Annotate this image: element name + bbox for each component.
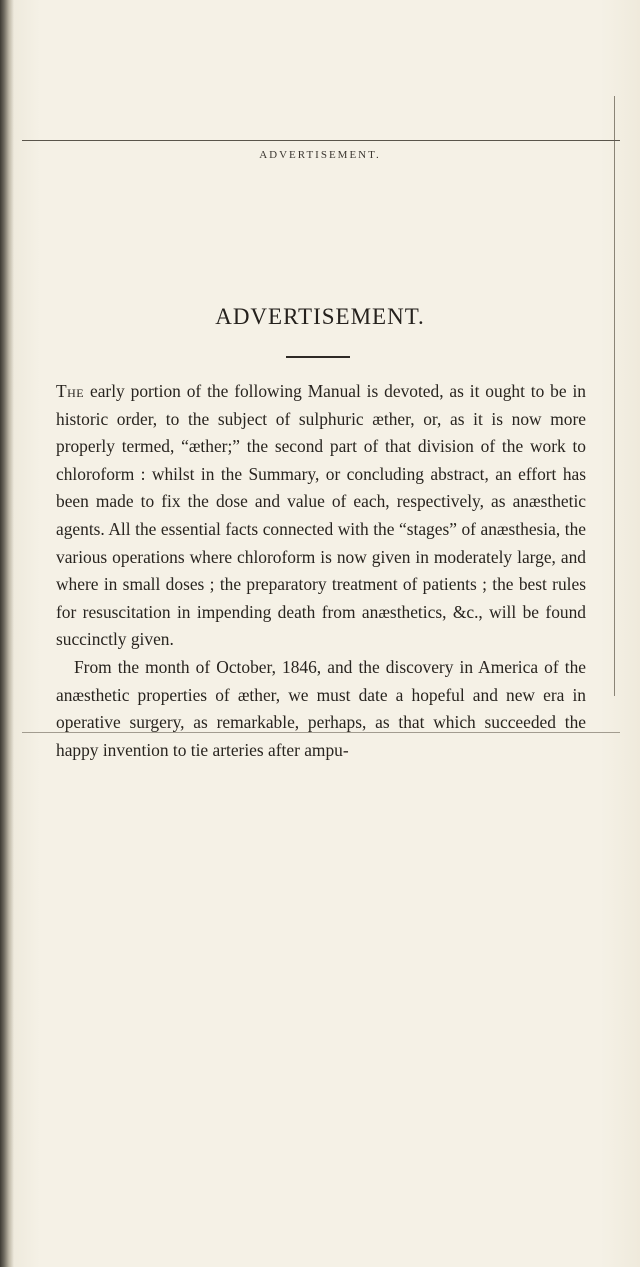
binding-edge [0, 0, 14, 1267]
paragraph-2: From the month of October, 1846, and the discovery in America of the anæsthetic properties of æther, we must date a hopeful and new era in operative surgery, as remarkable, perhaps, as that which succeeded the happy invention to tie arteries after ampu- [56, 656, 586, 760]
paragraph-1 [56, 378, 586, 654]
body-text [56, 378, 586, 764]
page-edge-line [614, 96, 615, 696]
lead-word: The [56, 381, 85, 401]
title-rule [286, 356, 350, 358]
page-title: ADVERTISEMENT. [215, 304, 425, 329]
bottom-rule [22, 732, 620, 733]
paragraph-1-text: early portion of the following Manual is devoted, as it ought to be in historic order, to the subject of sulphuric æther, or, as it is now more properly termed, “æther;” the second part of that division of the work to chloroform : whilst in the Summary, or concluding abstract, an effort has been made to fix the dose and value of each, respectively, as anæsthetic agents. All the essential facts connected with the “stages” of anæsthesia, the various operations where chloroform is now given in moderately large, and where in small doses ; the preparatory treatment of patients ; the best rules for resuscitation in impending death from anæsthetics, &c., will be found succinctly given. [56, 381, 586, 650]
running-head: ADVERTISEMENT. [259, 149, 381, 161]
header-rule [22, 140, 620, 141]
